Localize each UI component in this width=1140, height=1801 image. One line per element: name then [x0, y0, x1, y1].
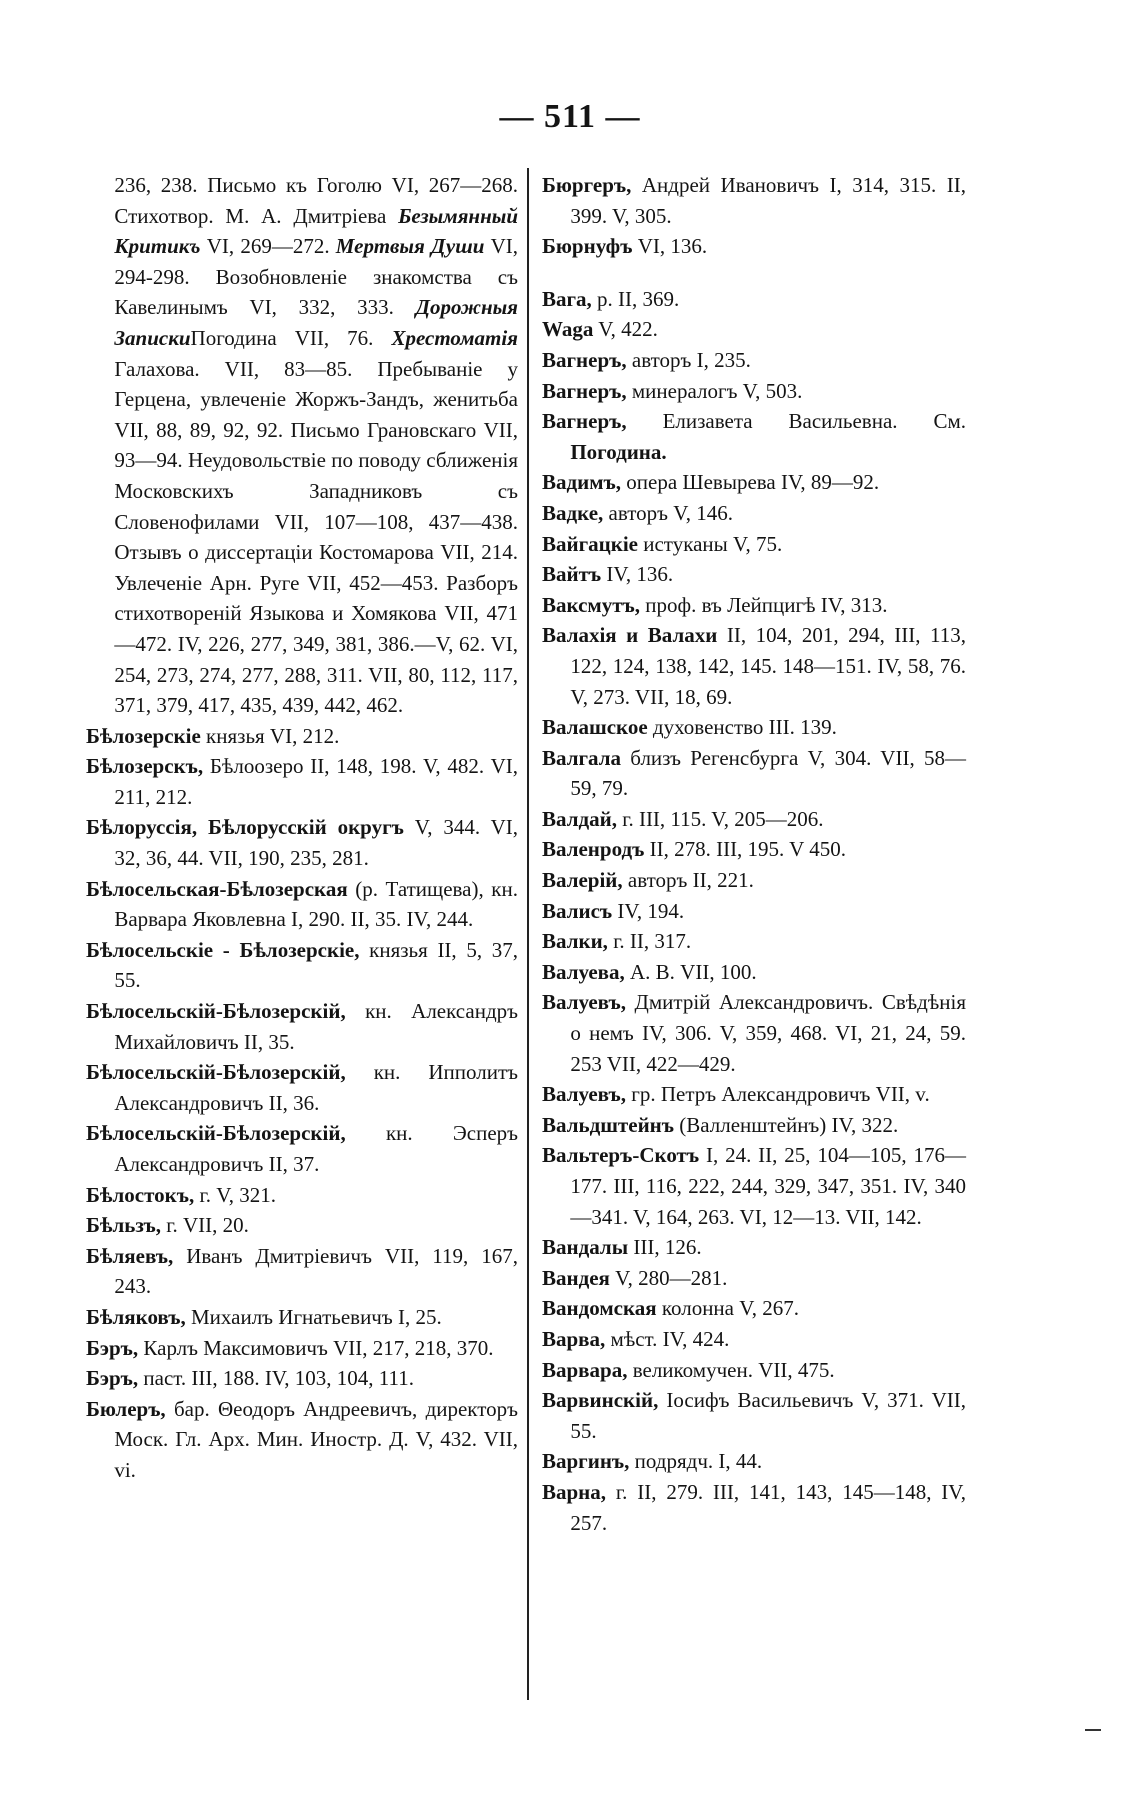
left-entries: [86, 721, 518, 1486]
index-entry: [86, 874, 518, 935]
index-entry: [542, 1385, 966, 1446]
index-entry: [86, 1118, 518, 1179]
entry-references: великомучен. VII, 475.: [627, 1357, 835, 1382]
entry-references: г. VII, 20.: [160, 1213, 249, 1238]
entry-references: А. В. VII, 100.: [624, 959, 757, 984]
index-entry: [542, 498, 966, 529]
entry-heading: Вагнеръ,: [542, 378, 627, 403]
entry-references: кн. Эсперъ Александровичъ II, 37.: [114, 1121, 518, 1176]
entry-heading: Бѣлостокъ,: [86, 1182, 195, 1207]
entry-references: III, 126.: [628, 1235, 702, 1260]
index-entry: [86, 751, 518, 812]
entry-heading: Валгала: [542, 745, 621, 770]
entry-references: мѣст. IV, 424.: [605, 1326, 730, 1351]
index-entry: [542, 467, 966, 498]
entry-heading: Бѣлосельскіе - Бѣлозерскіе,: [86, 937, 360, 962]
entry-references: авторъ V, 146.: [603, 500, 733, 525]
italic-title: Дорожныя Записки: [114, 295, 518, 350]
index-entry: [542, 345, 966, 376]
entry-heading: Варгинъ,: [542, 1449, 630, 1474]
entry-heading: Валахія и Валахи: [542, 623, 718, 648]
entry-text: 236, 238. Письмо къ Гоголю VI, 267—268. Стихотвор. М. А. Дмитріева: [114, 173, 518, 228]
entry-references: гр. Петръ Александровичъ VII, v.: [625, 1082, 930, 1107]
entry-references: близъ Регенсбурга V, 304. VII, 58—59, 79.: [570, 745, 966, 801]
entry-references: кн. Ипполитъ Александровичъ II, 36.: [114, 1060, 518, 1115]
entry-references: духовенство III. 139.: [647, 715, 837, 740]
entry-references: Бѣлоозеро II, 148, 198. V, 482. VI, 211, 212.: [114, 754, 518, 809]
right-entries: [542, 170, 966, 1538]
entry-references: Андрей Ивановичъ I, 314, 315. II, 399. V, 305.: [570, 173, 966, 228]
left-column: [86, 170, 518, 1486]
entry-references: подрядч. I, 44.: [629, 1449, 763, 1474]
index-entry: [542, 743, 966, 804]
entry-heading: Бюлеръ,: [86, 1396, 166, 1421]
entry-heading: Бюргеръ,: [542, 173, 632, 197]
entry-heading: Ваксмутъ,: [542, 592, 641, 617]
entry-references: г. V, 321.: [194, 1182, 276, 1207]
index-entry: [542, 957, 966, 988]
index-entry: [542, 231, 966, 262]
entry-references: р. II, 369.: [591, 286, 680, 311]
entry-references: VI, 136.: [632, 234, 708, 259]
entry-references: князья II, 5, 37, 55.: [114, 937, 518, 993]
index-entry: [542, 1232, 966, 1263]
entry-heading: Валдай,: [542, 806, 617, 831]
index-entry: [542, 1110, 966, 1141]
entry-references: г. II, 317.: [607, 929, 692, 954]
page-number: — 511 —: [499, 98, 641, 135]
entry-references: I, 24. II, 25, 104—105, 176—177. III, 116, 222, 244, 329, 347, 351. IV, 340—341. V, 164, 263. VI, 12—13. VII, 142.: [570, 1143, 966, 1229]
italic-title: Безымянный Критикъ: [114, 203, 518, 259]
entry-heading: Бѣлосельскій-Бѣлозерскій,: [86, 1060, 346, 1085]
entry-references: проф. въ Лейпцигѣ IV, 313.: [640, 592, 888, 617]
entry-references: Елизавета Васильевна. См.: [626, 409, 966, 434]
entry-references: V, 280—281.: [609, 1265, 728, 1290]
index-entry: [542, 1324, 966, 1355]
italic-title: Мертвыя Души: [335, 234, 485, 259]
index-entry: [86, 1394, 518, 1486]
entry-references: (р. Татищева), кн. Варвара Яковлевна I, 290. II, 35. IV, 244.: [114, 876, 518, 932]
entry-references: колонна V, 267.: [656, 1296, 799, 1321]
entry-text: Галахова. VII, 83—85. Пребываніе у Герцена, увлеченіе Жоржъ-Зандъ, женитьба VII, 88, 89, 92, 92. Письмо Грановскаго VII, 93—94. Неудовольствіе по поводу сближенія Московскихъ Западниковъ съ Словенофилами VII, 107—108, 437—438. Отзывъ о диссертаціи Костомарова VII, 214. Увлеченіе Арн. Руге VII, 452—453. Разборъ стихотвореній Языкова и Хомякова VII, 471—472. IV, 226, 277, 349, 381, 386.—V, 62. VI, 254, 273, 274, 277, 288, 311. VII, 80, 112, 117, 371, 379, 417, 435, 439, 442, 462.: [114, 356, 518, 718]
entry-heading: Бѣлозерскъ,: [86, 754, 204, 779]
edge-mark: [1085, 1729, 1101, 1731]
entry-heading: Вагнеръ,: [542, 347, 627, 372]
entry-heading: Вандея: [542, 1265, 610, 1290]
index-entry: [86, 1241, 518, 1302]
index-entry: [542, 865, 966, 896]
entry-heading: Вагнеръ,: [542, 409, 627, 434]
entry-references: Михаилъ Игнатьевичъ I, 25.: [185, 1304, 442, 1329]
entry-heading: Бѣлозерскіе: [86, 723, 201, 748]
entry-heading: Валки,: [542, 929, 608, 954]
index-entry: [86, 996, 518, 1057]
index-entry: [86, 1363, 518, 1394]
index-entry: [542, 406, 966, 467]
index-entry: [542, 834, 966, 865]
entry-heading: Waga: [542, 317, 594, 342]
index-entry: [542, 170, 966, 231]
entry-references: Дмитрій Александровичъ. Свѣдѣнія о немъ IV, 306. V, 359, 468. VI, 21, 24, 59. 253 VII, 422—429.: [570, 990, 966, 1076]
entry-heading: Бѣлосельская-Бѣлозерская: [86, 876, 348, 901]
italic-title: Хрестоматія: [391, 325, 518, 350]
entry-heading: Бѣлосельскій-Бѣлозерскій,: [86, 999, 346, 1024]
entry-heading: Варвара,: [542, 1357, 628, 1382]
entry-heading: Вайтъ: [542, 562, 602, 587]
index-entry: [542, 620, 966, 712]
index-entry: [542, 1355, 966, 1386]
index-entry: [86, 935, 518, 996]
entry-references: IV, 136.: [601, 562, 674, 587]
entry-references: истуканы V, 75.: [638, 531, 783, 556]
entry-heading: Валенродъ: [542, 837, 645, 862]
entry-references: II, 278. III, 195. V 450.: [644, 837, 846, 862]
entry-references: Карлъ Максимовичъ VII, 217, 218, 370.: [138, 1335, 494, 1360]
entry-text: VI, 269—272.: [200, 234, 336, 259]
entry-heading: Валуевъ,: [542, 1082, 626, 1107]
index-entry: [542, 1293, 966, 1324]
index-entry: [542, 804, 966, 835]
continuation-entry: [86, 170, 518, 721]
entry-references: II, 104, 201, 294, III, 113, 122, 124, 138, 142, 145. 148—151. IV, 58, 76. V, 273. VII, 18, 69.: [570, 623, 967, 709]
entry-references: V, 344. VI, 32, 36, 44. VII, 190, 235, 281.: [114, 815, 518, 871]
index-entry: [86, 1057, 518, 1118]
entry-references: князья VI, 212.: [200, 723, 340, 748]
entry-heading: Варва,: [542, 1326, 606, 1351]
entry-heading: Варвинскій,: [542, 1388, 659, 1413]
entry-references: кн. Александръ Михайловичъ II, 35.: [114, 999, 518, 1054]
entry-heading: Бѣляевъ,: [86, 1243, 174, 1268]
entry-references: Иванъ Дмитріевичъ VII, 119, 167, 243.: [114, 1243, 518, 1299]
entry-references: авторъ I, 235.: [626, 347, 751, 372]
entry-references: (Валленштейнъ) IV, 322.: [674, 1112, 899, 1137]
index-entry: [86, 812, 518, 873]
entry-references: IV, 194.: [612, 898, 685, 923]
entry-heading: Бэръ,: [86, 1335, 139, 1360]
entry-heading: Вандомская: [542, 1296, 657, 1321]
entry-heading: Вандалы: [542, 1235, 629, 1260]
entry-heading: Валисъ: [542, 898, 613, 923]
entry-heading: Бѣлоруссія, Бѣлорусскій округъ: [86, 815, 404, 840]
index-entry: [542, 559, 966, 590]
entry-references: г. III, 115. V, 205—206.: [616, 806, 824, 831]
index-entry: [542, 314, 966, 345]
entry-heading: Бѣлосельскій-Бѣлозерскій,: [86, 1121, 346, 1146]
entry-references: бар. Θеодоръ Андреевичъ, директоръ Моск. Гл. Арх. Мин. Иностр. Д. V, 432. VII, vi.: [114, 1396, 518, 1482]
index-entry: [542, 1477, 966, 1538]
column-divider: [527, 168, 529, 1700]
entry-heading: Вадке,: [542, 500, 604, 525]
index-entry: [86, 1302, 518, 1333]
entry-heading: Бѣляковъ,: [86, 1304, 186, 1329]
entry-heading: Валашское: [542, 715, 648, 740]
index-entry: [542, 529, 966, 560]
entry-references: минералогъ V, 503.: [626, 378, 803, 403]
entry-heading: Валерій,: [542, 868, 623, 893]
index-entry: [542, 284, 966, 315]
entry-heading: Бэръ,: [86, 1366, 139, 1391]
entry-heading: Валуевъ,: [542, 990, 626, 1015]
index-entry: [542, 1079, 966, 1110]
index-entry: [542, 712, 966, 743]
index-entry: [542, 590, 966, 621]
index-entry: [542, 1263, 966, 1294]
entry-references: г. II, 279. III, 141, 143, 145—148, IV, 257.: [570, 1479, 966, 1535]
entry-references: Іосифъ Васильевичъ V, 371. VII, 55.: [570, 1388, 966, 1443]
index-entry: [542, 926, 966, 957]
right-column: [542, 170, 966, 1538]
entry-text: Погодина VII, 76.: [190, 325, 392, 350]
index-entry: [542, 376, 966, 407]
entry-heading: Вальтеръ-Скотъ: [542, 1143, 700, 1168]
index-entry: [86, 1210, 518, 1241]
cross-reference: Погодина.: [570, 439, 667, 464]
entry-references: опера Шевырева IV, 89—92.: [621, 470, 880, 495]
entry-heading: Бюрнуфъ: [542, 234, 633, 259]
entry-heading: Бѣльзъ,: [86, 1213, 161, 1238]
index-entry: [86, 1333, 518, 1364]
index-entry: [86, 1180, 518, 1211]
entry-heading: Вальдштейнъ: [542, 1112, 675, 1137]
entry-heading: Вайгацкіе: [542, 531, 638, 556]
index-entry: [542, 896, 966, 927]
entry-heading: Вадимъ,: [542, 470, 622, 495]
index-entry: [86, 721, 518, 752]
entry-heading: Варна,: [542, 1479, 607, 1504]
index-entry: [542, 987, 966, 1079]
index-entry: [542, 1140, 966, 1232]
entry-heading: Валуева,: [542, 959, 625, 984]
entry-references: паст. III, 188. IV, 103, 104, 111.: [138, 1366, 414, 1391]
entry-references: V, 422.: [593, 317, 658, 342]
index-entry: [542, 1446, 966, 1477]
entry-text: VI, 294-298. Возобновленіе знакомства съ Кавелинымъ VI, 332, 333.: [114, 234, 518, 320]
entry-heading: Вага,: [542, 286, 592, 311]
entry-references: авторъ II, 221.: [622, 868, 754, 893]
